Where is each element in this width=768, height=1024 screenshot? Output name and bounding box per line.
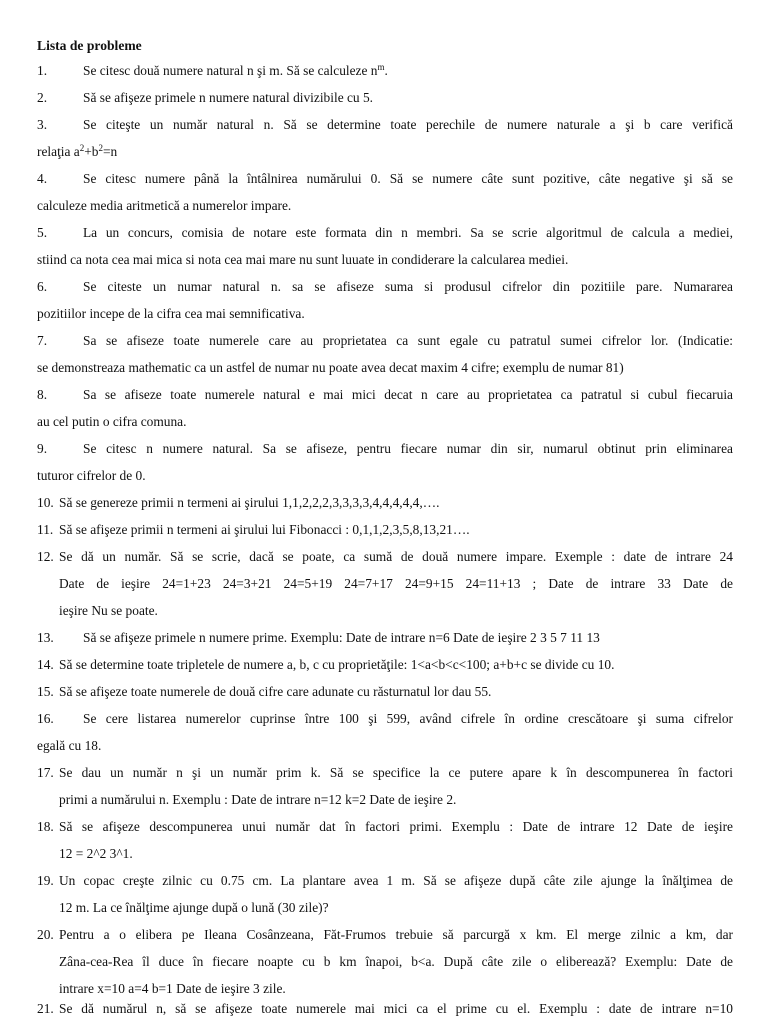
problem-text-line: Să se afişeze primele n numere natural divizibile cu 5. <box>83 90 374 105</box>
problem-number: 21. <box>37 1001 54 1016</box>
problem-number: 4. <box>37 171 48 186</box>
problem-text-line: primi a numărului n. Exemplu : Date de intrare n=12 k=2 Date de ieşire 2. <box>59 792 457 807</box>
problem-number: 18. <box>37 819 54 834</box>
problem-number: 16. <box>37 711 54 726</box>
problem-text-line: tuturor cifrelor de 0. <box>37 468 146 483</box>
problem-text-line: Sa se afiseze toate numerele care au proprietatea ca sunt egale cu patratul sumei cifrelor lor. (Indicatie: <box>83 333 733 348</box>
problem-number: 9. <box>37 441 48 456</box>
problem-text-line: Zâna-cea-Rea îl duce în fiecare noapte cu b km înapoi, b<a. După câte zile o eliberează? Exemplu: Date de <box>59 954 733 969</box>
problem-number: 6. <box>37 279 48 294</box>
problem-text-line: stiind ca nota cea mai mica si nota cea mai mare nu sunt luuate in condiderare la calcularea mediei. <box>37 252 569 267</box>
problem-text-line: Se dau un număr n şi un număr prim k. Să se specifice la ce putere apare k în descompunerea în factori <box>59 765 733 780</box>
problem-number: 11. <box>37 522 54 537</box>
problem-number: 10. <box>37 495 54 510</box>
problem-text-line: Să se genereze primii n termeni ai şirului 1,1,2,2,2,3,3,3,3,4,4,4,4,4,…. <box>59 495 440 510</box>
problem-number: 14. <box>37 657 54 672</box>
problem-text-line: Se cere listarea numerelor cuprinse între 100 şi 599, având cifrele în ordine crescătoare şi suma cifrelor <box>83 711 733 726</box>
problem-text-line: se demonstreaza mathematic ca un astfel de numar nu poate avea decat maxim 4 cifre; exemplu de numar 81) <box>37 360 624 375</box>
problem-text-line: Se citeşte un număr natural n. Să se determine toate perechile de numere naturale a şi b care verifică <box>83 117 733 132</box>
problem-text-line: Se citesc două numere natural n şi m. Să se calculeze $n^m$. <box>83 62 388 78</box>
problem-text-line: Să se determine toate tripletele de numere a, b, c cu proprietăţile: 1<a<b<c<100; a+b+c se divide cu 10. <box>59 657 615 672</box>
problem-number: 13. <box>37 630 54 645</box>
problem-text-line: Să se afişeze primele n numere prime. Exemplu: Date de intrare n=6 Date de ieşire 2 3 5 7 11 13 <box>83 630 600 645</box>
problem-text-line: Date de ieşire 24=1+23 24=3+21 24=5+19 24=7+17 24=9+15 24=11+13 ; Date de intrare 33 Date de <box>59 576 733 591</box>
problem-text-line: Sa se afiseze toate numerele natural e mai mici decat n care au proprietatea ca patratul si cubul fiecaruia <box>83 387 733 402</box>
problem-text-line: Se dă un număr. Să se scrie, dacă se poate, ca sumă de două numere impare. Exemple : date de intrare 24 <box>59 549 733 564</box>
problem-text-line: Se citesc n numere natural. Sa se afiseze, pentru fiecare numar din sir, numarul obtinut prin eliminarea <box>83 441 733 456</box>
page-title: Lista de probleme <box>37 38 142 53</box>
problem-text-line: La un concurs, comisia de notare este formata din n membri. Sa se scrie algoritmul de calcula a mediei, <box>83 225 733 240</box>
problem-text-line: 12 = 2^2 3^1. <box>59 846 133 861</box>
problem-number: 5. <box>37 225 48 240</box>
problem-number: 19. <box>37 873 54 888</box>
problem-text-line: Pentru a o elibera pe Ileana Cosânzeana, Făt-Frumos trebuie să parcurgă x km. El merge zilnic a km, dar <box>59 927 733 942</box>
problem-number: 17. <box>37 765 54 780</box>
problem-text-line: Să se afişeze primii n termeni ai şirului lui Fibonacci : 0,1,1,2,3,5,8,13,21…. <box>59 522 470 537</box>
problem-number: 3. <box>37 117 48 132</box>
problem-text-line: Să se afişeze descompunerea unui număr dat în factori primi. Exemplu : Date de intrare 12 Date de ieşire <box>59 819 733 834</box>
problem-number: 7. <box>37 333 48 348</box>
problem-number: 20. <box>37 927 54 942</box>
problem-number: 8. <box>37 387 48 402</box>
problem-text-line: Să se afişeze toate numerele de două cifre care adunate cu răsturnatul lor dau 55. <box>59 684 492 699</box>
problem-text-line: relaţia $a^2+b^2=n$ <box>37 143 118 159</box>
problem-text-line: au cel putin o cifra comuna. <box>37 414 187 429</box>
problem-text-line: Un copac creşte zilnic cu 0.75 cm. La plantare avea 1 m. Să se afişeze după câte zile ajunge la înălţimea de <box>59 873 733 888</box>
problem-text-line: Se citeste un numar natural n. sa se afiseze suma si produsul cifrelor din pozitiile pare. Numararea <box>83 279 733 294</box>
problem-text-line: ieşire Nu se poate. <box>59 603 158 618</box>
problem-text-line: Se citesc numere până la întâlnirea numărului 0. Să se numere câte sunt pozitive, câte negative şi să se <box>83 171 733 186</box>
problem-text-line: calculeze media aritmetică a numerelor impare. <box>37 198 292 213</box>
problem-text-line: intrare x=10 a=4 b=1 Date de ieşire 3 zile. <box>59 981 286 996</box>
problem-number: 1. <box>37 63 48 78</box>
problem-text-line: egală cu 18. <box>37 738 102 753</box>
problem-text-line: 12 m. La ce înălţime ajunge după o lună (30 zile)? <box>59 900 329 915</box>
problem-text-line: Se dă numărul n, să se afişeze toate numerele mai mici ca el prime cu el. Exemplu : date de intrare n=10 <box>59 1001 733 1016</box>
problem-number: 15. <box>37 684 54 699</box>
problem-number: 2. <box>37 90 48 105</box>
problem-number: 12. <box>37 549 54 564</box>
problem-text-line: pozitiilor incepe de la cifra cea mai semnificativa. <box>37 306 305 321</box>
